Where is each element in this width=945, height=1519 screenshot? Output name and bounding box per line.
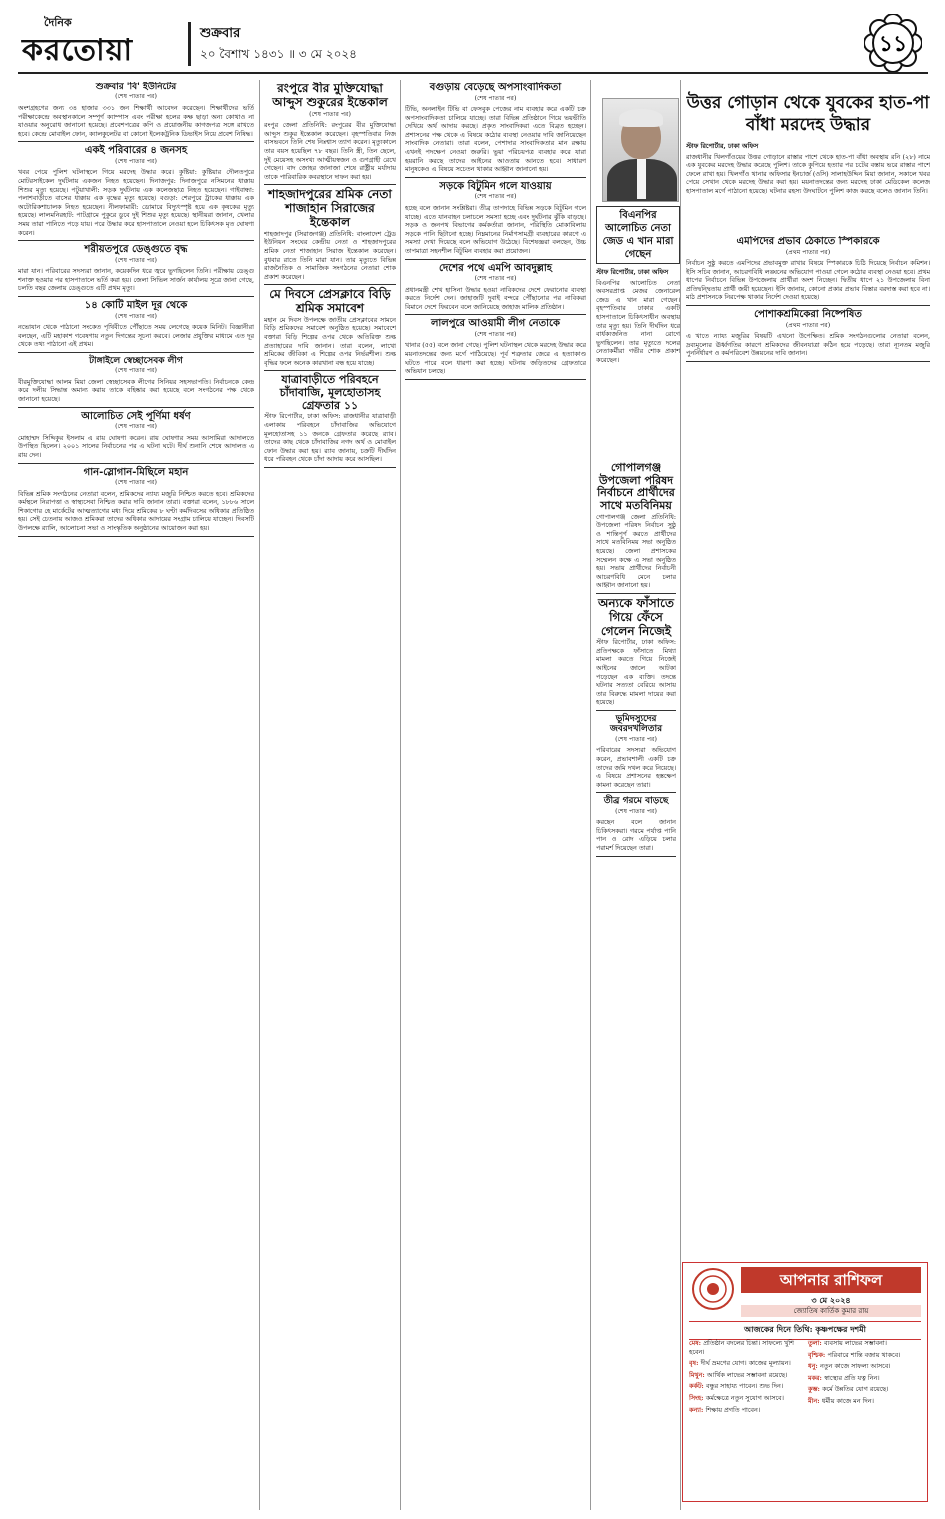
sign-text: শিক্ষায় প্রগতি পাবেন। xyxy=(705,1405,761,1414)
article xyxy=(18,82,254,142)
article xyxy=(405,263,586,316)
article-text: শাহজাদপুর (সিরাজগঞ্জ) প্রতিনিধি: বাংলাদেশ ট্রেড ইউনিয়ন সংঘের কেন্দ্রীয় নেতা ও শাহজাদপুরের শ্রমিক নেতা শাজাহান সিরাজ ইন্তেকাল করেছেন। বুধবার রাতে তিনি মারা যান। তার মৃত্যুতে বিভিন্ন রাজনৈতিক ও সামাজিক সংগঠনের নেতারা শোক প্রকাশ করেছেন। xyxy=(264,229,396,281)
article-headline: শুক্রবার 'বি' ইউনিটের xyxy=(95,82,177,92)
article-text: এ খাতে ন্যায্য মজুরির বিষয়টি এখনো উপেক্ষিত। শ্রমিক সংগঠনগুলোর নেতারা বলেন, দ্রব্যমূল্যের ঊর্ধ্বগতির কারণে শ্রমিকদের জীবনযাত্রা কঠিন হয়ে পড়েছে। তারা ন্যূনতম মজুরি পুনর্নির্ধারণ ও কর্মপরিবেশ উন্নয়নের দাবি জানান। xyxy=(686,332,930,358)
top-story-body xyxy=(686,142,930,232)
continued-label: (প্রথম পাতার পর) xyxy=(785,321,831,329)
continued-label: (প্রথম পাতার পর) xyxy=(785,248,831,256)
page-number: ১১ xyxy=(878,32,908,57)
sign-text: পরিবারে শান্তি বজায় থাকবে। xyxy=(827,1350,901,1359)
article xyxy=(596,462,676,594)
continued-label: (শেষ পাতার পর) xyxy=(115,423,157,431)
article-text: টিভি, অনলাইন টিভি বা ফেসবুক পেজের নাম ব্যবহার করে একটি চক্র অপসাংবাদিকতা চালিয়ে যাচ্ছে। তারা বিভিন্ন প্রতিষ্ঠানে গিয়ে ভয়ভীতি দেখিয়ে অর্থ আদায় করছে। প্রকৃত সাংবাদিকরা এতে বিব্রত হচ্ছেন। প্রশাসনের পক্ষ থেকে এ বিষয়ে কঠোর ব্যবস্থা নেওয়ার দাবি জানিয়েছেন সাংবাদিক নেতারা। তারা বলেন, পেশাদার সাংবাদিকতার মান রক্ষায় এখনই পদক্ষেপ নেওয়া জরুরি। ভুয়া পরিচয়পত্র ব্যবহার করে যারা হয়রানি করছে তাদের আইনের আওতায় আনতে হবে। সাধারণ মানুষকেও এ বিষয়ে সচেতন থাকার আহ্বান জানানো হয়। xyxy=(405,105,586,174)
article-text: প্রধানমন্ত্রী শেখ হাসিনা উদ্ধার হওয়া নাবিকদের দেশে ফেরানোর ব্যবস্থা করতে নির্দেশ দেন। জাহাজটি দুবাই বন্দরে পৌঁছানোর পর নাবিকরা বিমানে দেশে ফিরবেন বলে জানিয়েছে জাহাজ মালিক প্রতিষ্ঠান। xyxy=(405,285,586,311)
horoscope-sign xyxy=(808,1351,921,1360)
article-text: নভোযান থেকে পাঠানো সংকেত পৃথিবীতে পৌঁছাতে সময় লেগেছে কয়েক মিনিট। বিজ্ঞানীরা বলছেন, এটি মহাকাশ গবেষণায় নতুন দিগন্তের সূচনা করবে। লেজার প্রযুক্তির মাধ্যমে এত দূর থেকে তথ্য পাঠানো এই প্রথম। xyxy=(18,323,254,349)
article xyxy=(264,82,396,185)
continued-label: (শেষ পাতার পর) xyxy=(474,330,517,338)
column-5 xyxy=(686,236,930,1256)
horoscope-astrologer: জ্যোতিষ কার্তিক কুমার রায় xyxy=(741,1305,921,1317)
article-text: হচ্ছে বলে জানান সংশ্লিষ্টরা। তীব্র তাপদাহে বিভিন্ন সড়কে বিটুমিন গলে যাচ্ছে। এতে যানবাহন চলাচলে সমস্যা হচ্ছে এবং দুর্ঘটনার ঝুঁকি বাড়ছে। সড়ক ও জনপথ বিভাগের কর্মকর্তারা জানান, পরিস্থিতি মোকাবিলায় সড়কে পানি ছিটানো হচ্ছে। নিম্নমানের নির্মাণসামগ্রী ব্যবহারের কারণে এ সমস্যা দেখা দিয়েছে বলে অভিযোগ উঠেছে। বিশেষজ্ঞরা বলছেন, উচ্চ তাপমাত্রা সহনশীল বিটুমিন ব্যবহার করা প্রয়োজন। xyxy=(405,203,586,255)
horoscope-sign xyxy=(808,1385,921,1394)
sign-text: স্বাস্থ্যের প্রতি যত্ন নিন। xyxy=(824,1373,880,1382)
article-headline: সড়কে বিটুমিন গলে যাওয়ায় xyxy=(439,180,552,192)
zodiac-wheel-icon xyxy=(691,1267,735,1311)
article-headline: গোপালগঞ্জ উপজেলা পরিষদ নির্বাচনে প্রার্থীদের সাথে মতবিনিময় xyxy=(597,462,675,512)
article-headline: পোশাকশ্রমিকেরা নিষ্পেষিত xyxy=(754,309,862,321)
sign-name: কন্যা: xyxy=(689,1405,706,1414)
top-story-byline: স্টাফ রিপোর্টার, ঢাকা অফিস xyxy=(686,142,759,150)
continued-label: (শেষ পাতার পর) xyxy=(474,193,517,201)
article-headline: ভূমিদস্যুদের জবরদখলিতার xyxy=(609,714,663,735)
article-headline: দেশের পথে এমপি আবদুল্লাহ xyxy=(438,262,553,274)
continued-label: (শেষ পাতার পর) xyxy=(615,807,657,815)
sign-text: বন্ধুর সাহায্য পাবেন। শুভ দিন। xyxy=(706,1382,784,1391)
sign-text: ব্যবসায় লাভের সম্ভাবনা। xyxy=(824,1339,887,1347)
article-headline: টাঙ্গাইলে স্বেচ্ছাসেবক লীগ xyxy=(89,355,183,366)
sign-text: কর্মক্ষেত্রে নতুন সুযোগ আসবে। xyxy=(705,1393,784,1402)
article xyxy=(405,82,586,178)
sign-name: মকর: xyxy=(808,1373,825,1382)
article xyxy=(596,597,676,711)
article-headline: যাত্রাবাড়ীতে পরিবহনে চাঁদাবাজি, মূলহোতাসহ গ্রেফতার ১১ xyxy=(279,373,381,412)
sign-text: প্রতিষ্ঠান বদলের চিন্তা। সাফল্যে খুশি হবেন। xyxy=(689,1339,794,1356)
horoscope-sign xyxy=(808,1397,921,1406)
article-headline: অন্যকে ফাঁসাতে গিয়ে ফেঁসে গেলেন নিজেই xyxy=(598,595,674,638)
photo-story-text: বিএনপির আলোচিত নেতা অবসরপ্রাপ্ত মেজর জেনারেল জেড এ খান মারা গেছেন। বৃহস্পতিবার ঢাকার একটি হাসপাতালে চিকিৎসাধীন অবস্থায় তার মৃত্যু হয়। তিনি দীর্ঘদিন ধরে বার্ধক্যজনিত নানা রোগে ভুগছিলেন। তার মৃত্যুতে দলের নেতাকর্মীরা গভীর শোক প্রকাশ করেছেন। xyxy=(596,278,680,364)
continued-label: (শেষ পাতার পর) xyxy=(615,735,657,743)
article-text: স্টাফ রিপোর্টার, ঢাকা অফিস: রাজধানীর যাত্রাবাড়ী এলাকায় পরিবহনে চাঁদাবাজির অভিযোগে মূলহোতাসহ ১১ জনকে গ্রেফতার করেছে র‍্যাব। তাদের কাছ থেকে চাঁদাবাজির নগদ অর্থ ও মোবাইল ফোন উদ্ধার করা হয়। র‍্যাব জানায়, চক্রটি দীর্ঘদিন ধরে পরিবহন থেকে চাঁদা আদায় করে আসছিল। xyxy=(264,412,396,464)
horoscope-sign xyxy=(689,1339,802,1356)
article-headline: এমপিদের প্রভাব ঠেকাতে স্পিকারকে xyxy=(736,236,880,247)
sign-name: ধনু: xyxy=(808,1362,820,1371)
top-headline: উত্তর গোড়ান থেকে যুবকের হাত-পা বাঁধা মরদেহ উদ্ধার xyxy=(686,93,930,135)
horoscope-sign xyxy=(808,1374,921,1383)
article xyxy=(18,145,254,241)
continued-label: (শেষ পাতার পর) xyxy=(115,479,157,486)
article-headline: রংপুরে বীর মুক্তিযোদ্ধা আব্দুস শুকুরের ইন্তেকাল xyxy=(272,82,388,109)
article-headline: তীব্র গরমে বাড়ছে xyxy=(603,796,669,807)
horoscope-box xyxy=(682,1262,928,1502)
article xyxy=(405,318,586,379)
article-headline: বগুড়ায় বেড়েছে অপসাংবাদিকতা xyxy=(429,82,562,93)
article-text: অংশগ্রহণের জন্য ৩৪ হাজার ৩৩১ জন শিক্ষার্থী আবেদন করেছেন। শিক্ষার্থীদের ভর্তি পরীক্ষাকেন্দ্রে অবস্থানকালে সম্পূর্ণ ক্যাম্পাস এবং পরীক্ষা হলের কক্ষ ছাড়া অন্য কোথাও না যাওয়ার অনুরোধ জানানো হয়েছে। প্রবেশপত্রের কপি ও প্রয়োজনীয় কাগজপত্র সঙ্গে রাখতে হবে। কেন্দ্রে মোবাইল ফোন, ক্যালকুলেটর বা কোনো ইলেকট্রনিক ডিভাইস নিয়ে প্রবেশ নিষিদ্ধ। xyxy=(18,103,254,138)
article-headline: শাহজাদপুরের শ্রমিক নেতা শাজাহান সিরাজের ইন্তেকাল xyxy=(268,187,392,229)
sign-name: সিংহ: xyxy=(689,1393,706,1402)
sign-text: আর্থিক লাভের সম্ভাবনা রয়েছে। xyxy=(706,1370,788,1379)
page-number-flower-icon xyxy=(864,14,922,72)
continued-label: (শেষ পাতার পর) xyxy=(115,367,157,375)
article-text: খানার (৫৫) বলে জানা গেছে। পুলিশ ঘটনাস্থল থেকে মরদেহ উদ্ধার করে ময়নাতদন্তের জন্য মর্গে পাঠিয়েছে। পূর্ব শত্রুতার জেরে এ হত্যাকাণ্ড ঘটতে পারে বলে ধারণা করা হচ্ছে। ঘটনায় জড়িতদের গ্রেফতারে অভিযান চলছে। xyxy=(405,341,586,376)
article-text: বিভিন্ন শ্রমিক সংগঠনের নেতারা বলেন, শ্রমিকদের ন্যায্য মজুরি নিশ্চিত করতে হবে। শ্রমিকদের কর্মস্থলে নিরাপত্তা ও স্বাস্থ্যসেবা নিশ্চিত করার দাবি জানান তারা। বক্তারা বলেন, ১৮৮৬ সালে শিকাগোর হে মার্কেটের আত্মত্যাগের মধ্য দিয়ে শ্রমিকের ৮ ঘণ্টা কর্মদিবসের অধিকার প্রতিষ্ঠিত হয়। সেই চেতনায় আজও শ্রমিকরা তাদের অধিকার আদায়ের সংগ্রাম চালিয়ে যাচ্ছেন। দিবসটি উপলক্ষে র‍্যালি, আলোচনা সভা ও সাংস্কৃতিক অনুষ্ঠানের আয়োজন করা হয়। xyxy=(18,489,254,532)
horoscope-sign xyxy=(689,1359,802,1368)
article-text: বীরমুক্তিযোদ্ধা আলম মিয়া জেলা স্বেচ্ছাসেবক লীগের সিনিয়র সহসভাপতি। নির্বাচনকে কেন্দ্র করে দলীয় সিদ্ধান্ত অমান্য করায় তাকে বহিষ্কার করা হয়েছে বলে সংগঠনের পক্ষ থেকে জানানো হয়েছে। xyxy=(18,377,254,404)
masthead-date: ২০ বৈশাখ ১৪৩১ ॥ ৩ মে ২০২৪ xyxy=(200,47,357,61)
continued-label: (শেষ পাতার পর) xyxy=(115,157,157,165)
article-text: পরিবারের সদস্যরা অভিযোগ করেন, প্রভাবশালী একটি চক্র তাদের জমি দখল করে নিয়েছে। এ বিষয়ে প্রশাসনের হস্তক্ষেপ কামনা করেছেন তারা। xyxy=(596,746,676,789)
article-headline: ১৪ কোটি মাইল দূর থেকে xyxy=(84,300,188,312)
sign-name: কর্কট: xyxy=(689,1382,707,1391)
article xyxy=(686,236,930,306)
sign-text: কর্মে উন্নতির যোগ রয়েছে। xyxy=(822,1385,889,1394)
sign-name: মেষ: xyxy=(689,1339,704,1347)
article-text: স্টাফ রিপোর্টার, ঢাকা অফিস: প্রতিপক্ষকে ফাঁসাতে মিথ্যা মামলা করতে গিয়ে নিজেই আইনের জালে আটকা পড়েছেন এক ব্যক্তি। তদন্তে ঘটনার সত্যতা বেরিয়ে আসায় তার বিরুদ্ধে মামলা দায়ের করা হয়েছে। xyxy=(596,638,676,707)
article xyxy=(18,467,254,537)
sign-name: কুম্ভ: xyxy=(808,1385,823,1394)
article xyxy=(686,309,930,362)
article-text: রংপুর জেলা প্রতিনিধি: রংপুরের বীর মুক্তিযোদ্ধা আব্দুস শুকুর ইন্তেকাল করেছেন। বৃহস্পতিবার নিজ বাসভবনে তিনি শেষ নিঃশ্বাস ত্যাগ করেন। মৃত্যুকালে তার বয়স হয়েছিল ৭৮ বছর। তিনি স্ত্রী, তিন ছেলে, দুই মেয়েসহ অসংখ্য আত্মীয়স্বজন ও গুণগ্রাহী রেখে গেছেন। বাদ জোহর জানাজা শেষে রাষ্ট্রীয় মর্যাদায় তাকে পারিবারিক কবরস্থানে দাফন করা হয়। xyxy=(264,121,396,181)
article-headline: আলোচিত সেই পূর্ণিমা ধর্ষণ xyxy=(81,410,191,422)
horoscope-sign xyxy=(689,1382,802,1391)
article xyxy=(264,288,396,371)
masthead-day: শুক্রবার xyxy=(200,26,241,41)
continued-label: (শেষ পাতার পর) xyxy=(474,275,517,282)
horoscope-sign xyxy=(808,1339,921,1348)
sign-name: মিথুন: xyxy=(689,1370,707,1379)
article-text: মারা যান। পরিবারের সদস্যরা জানান, কয়েকদিন ধরে জ্বরে ভুগছিলেন তিনি। পরীক্ষায় ডেঙ্গু শনাক্ত হওয়ার পর হাসপাতালে ভর্তি করা হয়। জেলা সিভিল সার্জন কার্যালয় সূত্রে জানা গেছে, চলতি বছর জেলায় ডেঙ্গুতে এটি প্রথম মৃত্যু। xyxy=(18,267,254,293)
column-3 xyxy=(405,82,586,1507)
article-text: মহান মে দিবস উপলক্ষে জাতীয় প্রেসক্লাবের সামনে বিড়ি শ্রমিকদের সমাবেশ অনুষ্ঠিত হয়েছে। সমাবেশে বক্তারা বিড়ি শিল্পের ওপর থেকে অতিরিক্ত শুল্ক প্রত্যাহারের দাবি জানান। তারা বলেন, লাখো শ্রমিকের জীবিকা এ শিল্পের ওপর নির্ভরশীল। শুল্ক বৃদ্ধির ফলে অনেক কারখানা বন্ধ হয়ে যাচ্ছে। xyxy=(264,315,396,367)
article xyxy=(18,411,254,464)
masthead-divider xyxy=(188,22,191,66)
article xyxy=(18,356,254,408)
continued-label: (শেষ পাতার পর) xyxy=(474,94,517,102)
article xyxy=(405,181,586,260)
masthead-small-label: দৈনিক xyxy=(44,16,72,29)
sign-text: নতুন কাজে সাফল্য আসবে। xyxy=(819,1362,891,1371)
continued-label: (শেষ পাতার পর) xyxy=(309,110,351,118)
photo-story-body xyxy=(596,268,680,458)
sign-name: মীন: xyxy=(808,1396,822,1405)
article xyxy=(264,188,396,285)
article-headline: গান-স্লোগান-মিছিলে মহান xyxy=(83,466,189,478)
continued-label: (শেষ পাতার পর) xyxy=(115,93,157,101)
article xyxy=(596,714,676,793)
top-story-text: রাজধানীর খিলগাঁওয়ের উত্তর গোড়ানে রাস্তার পাশে থেকে হাত-পা বাঁধা অবস্থায় রনি (২৮) নামে এক যুবকের মরদেহ উদ্ধার করেছে পুলিশ। তাকে কুপিয়ে হত্যার পর চটের বস্তায় ভরে রাস্তার পাশে ফেলে রাখা হয়। খিলগাঁও থানার অফিসার ইনচার্জ (ওসি) সালাহউদ্দিন মিয়া জানান, সকালে খবর পেয়ে সেখান থেকে মরদেহ উদ্ধার করা হয়। ময়নাতদন্তের জন্য মরদেহ ঢাকা মেডিকেল কলেজ হাসপাতাল মর্গে পাঠানো হয়েছে। ঘটনার রহস্য উদঘাটনে পুলিশ কাজ করছে বলেও জানান তিনি। xyxy=(686,152,930,195)
horoscope-date: ৩ মে ২০২৪ xyxy=(811,1295,851,1305)
page-number-badge xyxy=(864,14,922,72)
newspaper-logo: করতোয়া xyxy=(22,33,134,68)
article xyxy=(264,374,396,467)
article-text: খবর পেয়ে পুলিশ ঘটনাস্থলে গিয়ে মরদেহ উদ্ধার করে। কুষ্টিয়া: কুষ্টিয়ার দৌলতপুরে মোটরসাইকেল দুর্ঘটনায় একজন নিহত হয়েছেন। দিনাজপুর: দিনাজপুরে নসিমনের ধাক্কায় শিশুর মৃত্যু হয়েছে। পটুয়াখালী: সড়ক দুর্ঘটনায় এক কলেজছাত্র নিহত হয়েছেন। গাইবান্ধা: পলাশবাড়ীতে বাসের ধাক্কায় এক বৃদ্ধের মৃত্যু হয়েছে। বগুড়া: শেরপুরে ট্রাকের ধাক্কায় এক অটোরিকশাচালক নিহত হয়েছেন। নীলফামারী: ডোমারে বিদ্যুৎস্পৃষ্ট হয়ে এক কৃষকের মৃত্যু হয়েছে। লালমনিরহাট: পাটগ্রামে পুকুরে ডুবে দুই শিশুর মৃত্যু হয়েছে। স্থানীয়রা জানান, খেলার সময় তারা পানিতে পড়ে যায়। পরে উদ্ধার করে হাসপাতালে নেওয়া হলে চিকিৎসক মৃত ঘোষণা করেন। xyxy=(18,168,254,237)
sign-text: ধর্মীয় কাজে মন দিন। xyxy=(821,1396,874,1405)
masthead xyxy=(18,10,928,74)
horoscope-list xyxy=(689,1339,921,1499)
horoscope-sign xyxy=(808,1362,921,1371)
article-text: করছেন বলে জানান চিকিৎসকরা। গরমে পর্যাপ্ত পানি পান ও রোদ এড়িয়ে চলার পরামর্শ দিয়েছেন তারা। xyxy=(596,818,676,853)
sign-text: দীর্ঘ ভ্রমণের যোগ। কাজের মূল্যায়ন। xyxy=(700,1359,791,1368)
article-headline: একই পরিবারের ৪ জনসহ xyxy=(84,145,188,157)
article-text: গোপালগঞ্জ জেলা প্রতিনিধি: উপজেলা পরিষদ নির্বাচন সুষ্ঠু ও শান্তিপূর্ণ করতে প্রার্থীদের সাথে মতবিনিময় সভা অনুষ্ঠিত হয়েছে। জেলা প্রশাসকের সম্মেলন কক্ষে এ সভা অনুষ্ঠিত হয়। সভায় প্রার্থীদের নির্বাচনী আচরণবিধি মেনে চলার আহ্বান জানানো হয়। xyxy=(596,512,676,590)
column-1 xyxy=(18,82,254,1507)
portrait-photo xyxy=(602,98,679,202)
horoscope-title: আপনার রাশিফল xyxy=(741,1267,921,1293)
sign-name: তুলা: xyxy=(808,1339,824,1347)
horoscope-sign xyxy=(689,1394,802,1403)
sign-name: বৃশ্চিক: xyxy=(808,1350,828,1359)
article-text: মোহাম্মদ সিদ্দিকুর ইসলাম এ রায় ঘোষণা করেন। রায় ঘোষণার সময় আসামিরা আদালতে উপস্থিত ছিলেন। ২০০১ সালের নির্বাচনের পর এ ঘটনা ঘটে। দীর্ঘ শুনানি শেষে আদালত এ রায় দেন। xyxy=(18,433,254,459)
article-headline: লালপুরে আওয়ামী লীগ নেতাকে xyxy=(430,318,561,330)
horoscope-sign xyxy=(689,1406,802,1415)
article xyxy=(18,300,254,353)
continued-label: (শেষ পাতার পর) xyxy=(115,256,157,264)
sign-name: বৃষ: xyxy=(689,1359,701,1368)
photo-story-headline: বিএনপির আলোচিত নেতা জেড এ খান মারা গেছেন xyxy=(596,206,680,264)
column-2 xyxy=(264,82,396,1507)
photo-story-byline: স্টাফ রিপোর্টার, ঢাকা অফিস xyxy=(596,268,669,276)
article xyxy=(596,796,676,856)
column-4 xyxy=(596,462,676,1507)
article-headline: মে দিবসে প্রেসক্লাবে বিড়ি শ্রমিক সমাবেশ xyxy=(269,287,391,316)
article-headline: শরীয়তপুরে ডেঙ্গুতে বৃদ্ধ xyxy=(84,244,188,256)
continued-label: (শেষ পাতার পর) xyxy=(115,312,157,320)
horoscope-sign xyxy=(689,1371,802,1380)
horoscope-intro: আজকের দিনে তিথি: কৃষ্ণপক্ষের দশমী xyxy=(689,1321,921,1340)
article-text: নির্বাচন সুষ্ঠু করতে এমপিদের প্রভাবমুক্ত রাখার বিষয়ে স্পিকারকে চিঠি দিয়েছে নির্বাচন কমিশন। ইসি সচিব জানান, আচরণবিধি লঙ্ঘনের অভিযোগ পাওয়া গেলে কঠোর ব্যবস্থা নেওয়া হবে। প্রথম ধাপের নির্বাচনে বিভিন্ন উপজেলায় প্রার্থীরা অংশ নিচ্ছেন। দ্বিতীয় ধাপে ২১ উপজেলায় বিনা প্রতিদ্বন্দ্বিতায় প্রার্থী জয়ী হয়েছেন। ইসি জানায়, কোনো প্রকার প্রভাব বিস্তার বরদাস্ত করা হবে না। মাঠ প্রশাসনকে নিরপেক্ষ থাকার নির্দেশ দেওয়া হয়েছে। xyxy=(686,259,930,302)
article xyxy=(18,244,254,297)
